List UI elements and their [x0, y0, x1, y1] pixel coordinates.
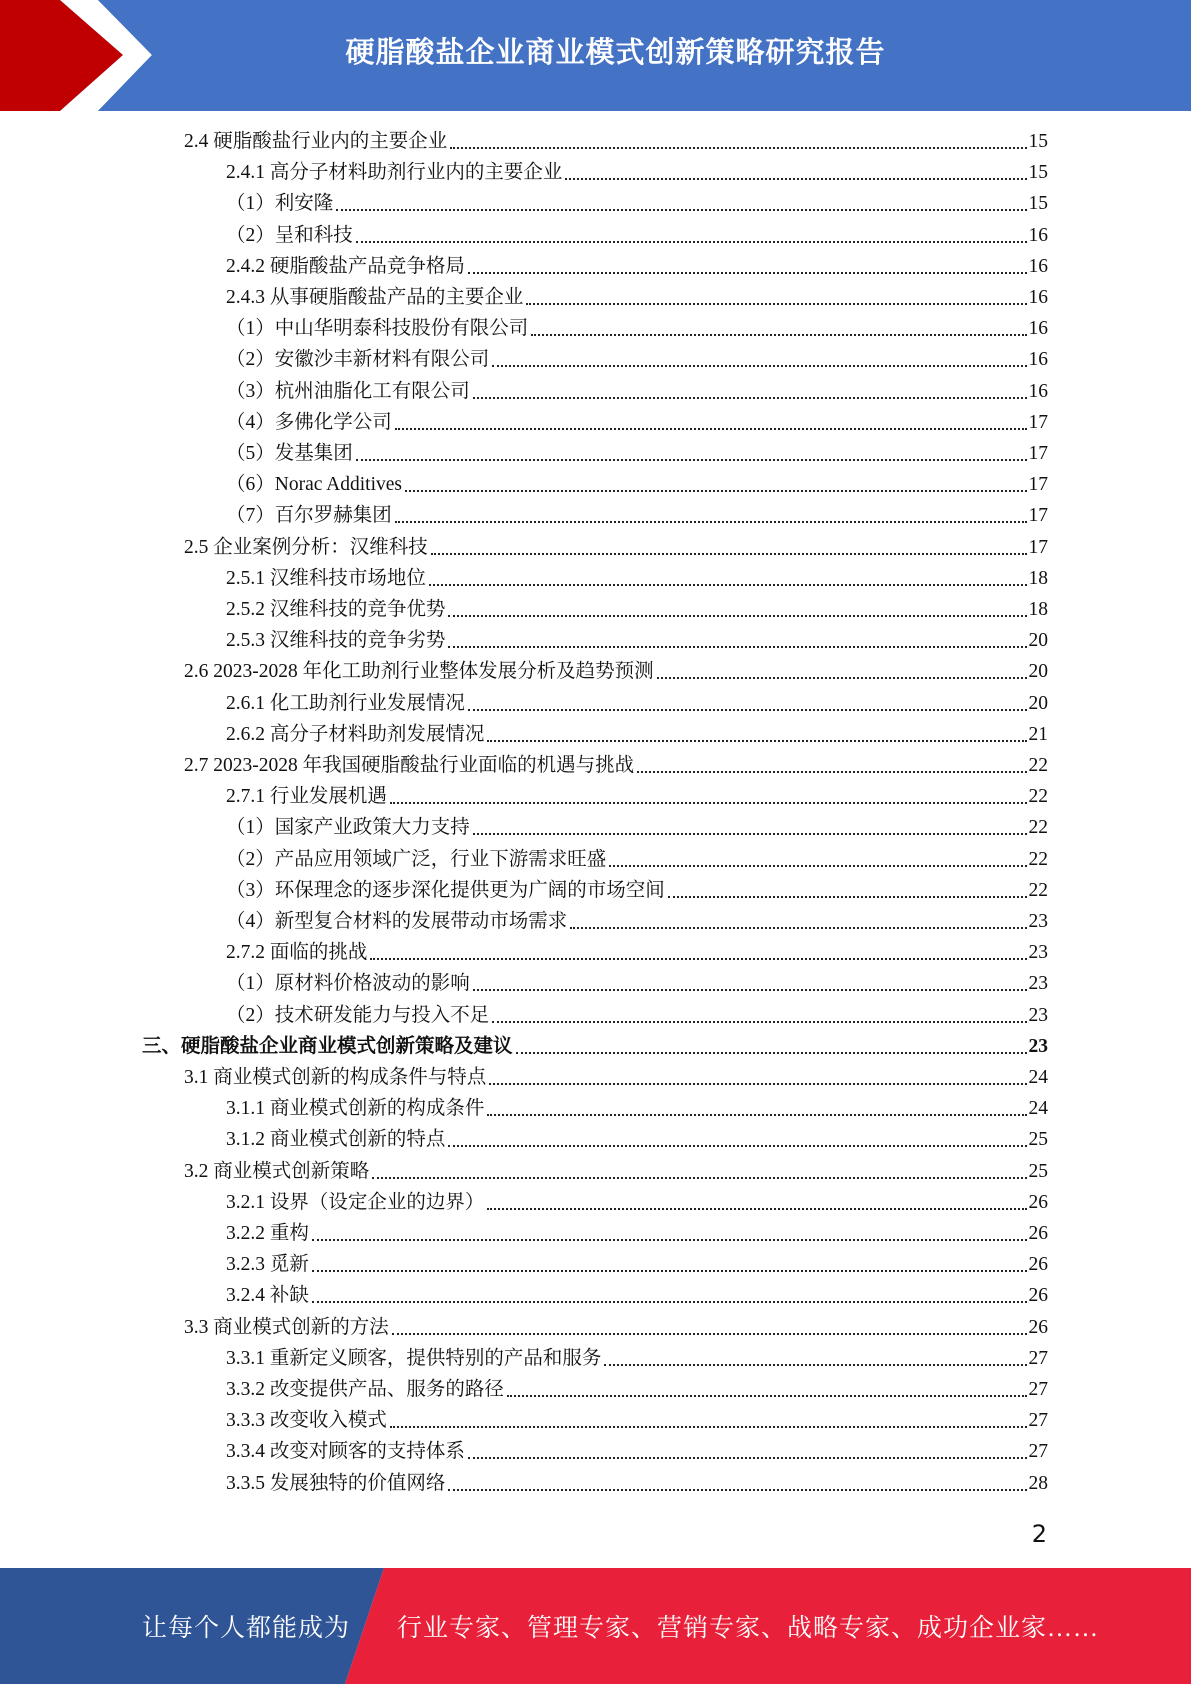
toc-entry[interactable] [226, 938, 1048, 968]
toc-entry[interactable] [226, 252, 1048, 282]
toc-dot-leader [336, 209, 1026, 211]
toc-entry[interactable] [184, 1313, 1048, 1343]
toc-entry-title: 3.1.2 商业模式创新的特点 [226, 1129, 446, 1151]
toc-entry-title: 2.5.3 汉维科技的竞争劣势 [226, 630, 446, 652]
toc-dot-leader [312, 1301, 1027, 1303]
toc-entry-page: 20 [1028, 692, 1048, 714]
toc-entry[interactable] [226, 221, 1048, 251]
toc-entry-page: 17 [1028, 536, 1048, 558]
toc-entry-page: 17 [1028, 411, 1048, 433]
toc-dot-leader [492, 365, 1026, 367]
toc-entry-page: 25 [1028, 1160, 1048, 1182]
toc-entry-page: 16 [1028, 318, 1048, 340]
toc-dot-leader [372, 1177, 1026, 1179]
toc-entry[interactable] [226, 408, 1048, 438]
toc-entry[interactable] [226, 377, 1048, 407]
toc-entry-title: 2.7.1 行业发展机遇 [226, 786, 387, 808]
toc-entry-title: 2.6.2 高分子材料助剂发展情况 [226, 723, 485, 745]
toc-entry-page: 17 [1028, 505, 1048, 527]
toc-dot-leader [356, 459, 1027, 461]
toc-entry-page: 15 [1028, 193, 1048, 215]
toc-entry-page: 18 [1028, 599, 1048, 620]
toc-dot-leader [356, 241, 1027, 243]
toc-entry[interactable] [226, 1188, 1048, 1218]
toc-dot-leader [637, 771, 1026, 773]
toc-entry-page: 16 [1028, 380, 1048, 402]
toc-entry-title: （4）多佛化学公司 [226, 411, 392, 433]
toc-entry[interactable] [226, 720, 1048, 750]
toc-entry[interactable] [184, 1063, 1048, 1093]
toc-entry-title: （7）百尔罗赫集团 [226, 505, 392, 527]
toc-dot-leader [468, 272, 1027, 274]
toc-entry[interactable] [226, 1437, 1048, 1467]
toc-entry[interactable] [226, 314, 1048, 344]
toc-entry-title: 3.3.3 改变收入模式 [226, 1410, 387, 1432]
toc-entry-page: 25 [1028, 1129, 1048, 1151]
toc-entry[interactable] [226, 626, 1048, 656]
toc-entry-page: 27 [1028, 1410, 1048, 1432]
toc-entry-page: 20 [1028, 661, 1048, 683]
toc-entry[interactable] [184, 533, 1048, 563]
toc-entry-title: （1）利安隆 [226, 193, 334, 215]
toc-dot-leader [516, 1052, 1027, 1054]
toc-entry[interactable] [226, 1250, 1048, 1280]
toc-entry-title: （3）杭州油脂化工有限公司 [226, 380, 470, 402]
toc-entry-page: 16 [1028, 349, 1048, 371]
toc-dot-leader [668, 896, 1027, 898]
toc-dot-leader [473, 397, 1027, 399]
toc-dot-leader [448, 615, 1026, 617]
toc-entry-page: 18 [1028, 567, 1048, 589]
toc-entry-page: 23 [1028, 973, 1048, 995]
toc-entry[interactable] [226, 1094, 1048, 1124]
toc-entry[interactable] [184, 657, 1048, 687]
toc-entry[interactable] [142, 1032, 1048, 1062]
toc-entry[interactable] [226, 1281, 1048, 1311]
toc-dot-leader [395, 521, 1027, 523]
toc-entry-page: 16 [1028, 287, 1048, 308]
footer-slogan-right: 行业专家、管理专家、营销专家、战略专家、成功企业家…… [397, 1615, 1100, 1642]
toc-entry[interactable] [226, 158, 1048, 188]
toc-entry[interactable] [226, 1406, 1048, 1436]
toc-entry-title: （1）中山华明泰科技股份有限公司 [226, 318, 529, 340]
toc-dot-leader [468, 1457, 1027, 1459]
toc-entry-page: 16 [1028, 224, 1048, 246]
toc-entry-title: 2.4 硬脂酸盐行业内的主要企业 [184, 131, 448, 152]
toc-dot-leader [312, 1239, 1027, 1241]
toc-dot-leader [312, 1270, 1027, 1272]
toc-entry[interactable] [184, 1157, 1048, 1187]
toc-entry-page: 26 [1028, 1254, 1048, 1276]
toc-entry-page: 23 [1028, 911, 1048, 932]
toc-entry-title: 三、硬脂酸盐企业商业模式创新策略及建议 [142, 1035, 513, 1057]
toc-dot-leader [429, 584, 1027, 586]
toc-entry-page: 23 [1028, 1035, 1048, 1057]
toc-entry-page: 26 [1028, 1316, 1048, 1338]
toc-entry-title: 3.3.4 改变对顾客的支持体系 [226, 1441, 465, 1463]
toc-entry-page: 22 [1028, 848, 1048, 870]
toc-entry-page: 28 [1028, 1472, 1048, 1494]
toc-dot-leader [395, 428, 1027, 430]
toc-entry[interactable] [226, 1469, 1048, 1499]
toc-entry-page: 17 [1028, 474, 1048, 496]
toc-entry-title: （2）产品应用领域广泛，行业下游需求旺盛 [226, 848, 607, 870]
toc-entry[interactable] [226, 564, 1048, 594]
toc-entry-page: 24 [1028, 1098, 1048, 1120]
toc-entry-title: 3.3.1 重新定义顾客，提供特别的产品和服务 [226, 1347, 602, 1369]
toc-entry-page: 23 [1028, 942, 1048, 964]
toc-entry-title: 3.2.4 补缺 [226, 1285, 309, 1307]
toc-entry-title: 2.5 企业案例分析：汉维科技 [184, 536, 428, 558]
footer-band [0, 1568, 1191, 1684]
toc-entry-title: 2.4.2 硬脂酸盐产品竞争格局 [226, 255, 465, 277]
toc-entry-title: 3.3.2 改变提供产品、服务的路径 [226, 1379, 504, 1400]
toc-entry[interactable] [226, 595, 1048, 625]
toc-entry-page: 17 [1028, 443, 1048, 464]
toc-entry[interactable] [226, 189, 1048, 219]
toc-entry-page: 22 [1028, 786, 1048, 808]
toc-dot-leader [448, 646, 1026, 648]
toc-entry-title: 3.3 商业模式创新的方法 [184, 1316, 389, 1338]
toc-entry[interactable] [226, 689, 1048, 719]
toc-entry-title: 2.4.1 高分子材料助剂行业内的主要企业 [226, 162, 563, 184]
toc-dot-leader [526, 303, 1026, 305]
toc-entry-title: （6）Norac Additives [226, 474, 403, 496]
toc-dot-leader [570, 927, 1026, 929]
toc-entry-title: （2）呈和科技 [226, 224, 353, 246]
toc-entry[interactable] [226, 1344, 1048, 1374]
toc-entry-page: 20 [1028, 630, 1048, 652]
toc-entry-title: 2.4.3 从事硬脂酸盐产品的主要企业 [226, 287, 524, 308]
toc-dot-leader [473, 989, 1027, 991]
toc-entry-title: 3.2 商业模式创新策略 [184, 1160, 370, 1182]
toc-entry-page: 16 [1028, 255, 1048, 277]
toc-entry-page: 23 [1028, 1004, 1048, 1026]
toc-entry-title: 3.1 商业模式创新的构成条件与特点 [184, 1067, 487, 1088]
toc-dot-leader [468, 709, 1027, 711]
toc-entry[interactable] [226, 907, 1048, 937]
toc-entry-title: 2.5.1 汉维科技市场地位 [226, 567, 426, 589]
toc-dot-leader [487, 740, 1026, 742]
toc-entry-title: （2）安徽沙丰新材料有限公司 [226, 349, 490, 371]
toc-entry[interactable] [226, 470, 1048, 500]
toc-dot-leader [487, 1208, 1026, 1210]
toc-entry[interactable] [226, 1219, 1048, 1249]
toc-entry-title: 2.7.2 面临的挑战 [226, 942, 368, 964]
toc-entry[interactable] [226, 439, 1048, 469]
toc-entry-title: 2.6 2023-2028 年化工助剂行业整体发展分析及趋势预测 [184, 661, 654, 683]
toc-dot-leader [489, 1083, 1026, 1085]
toc-entry[interactable] [226, 845, 1048, 875]
toc-entry[interactable] [226, 283, 1048, 313]
footer-slogan-left: 让每个人都能成为 [142, 1615, 351, 1642]
toc-dot-leader [431, 553, 1027, 555]
toc-entry-title: （1）国家产业政策大力支持 [226, 817, 470, 839]
toc-entry-page: 27 [1028, 1379, 1048, 1400]
toc-entry-title: 3.2.1 设界（设定企业的边界） [226, 1191, 485, 1213]
toc-entry-title: 3.2.3 觅新 [226, 1254, 309, 1276]
toc-entry-title: （1）原材料价格波动的影响 [226, 973, 470, 995]
toc-dot-leader [487, 1114, 1026, 1116]
toc-entry-page: 27 [1028, 1347, 1048, 1369]
toc-dot-leader [507, 1395, 1027, 1397]
toc-entry-title: 3.1.1 商业模式创新的构成条件 [226, 1098, 485, 1120]
toc-entry-page: 24 [1028, 1067, 1048, 1088]
toc-entry[interactable] [226, 1001, 1048, 1031]
page-number: 2 [1031, 1520, 1047, 1548]
toc-entry[interactable] [226, 969, 1048, 999]
toc-dot-leader [531, 334, 1026, 336]
toc-dot-leader [492, 1021, 1026, 1023]
toc-entry[interactable] [226, 876, 1048, 906]
header-band [0, 0, 1191, 111]
toc-entry-page: 15 [1028, 131, 1048, 152]
toc-entry-title: 2.5.2 汉维科技的竞争优势 [226, 599, 446, 620]
toc-entry-page: 26 [1028, 1223, 1048, 1244]
toc-dot-leader [604, 1364, 1026, 1366]
toc-dot-leader [448, 1145, 1026, 1147]
toc-entry-title: （2）技术研发能力与投入不足 [226, 1004, 490, 1026]
toc-entry-page: 22 [1028, 755, 1048, 776]
toc-dot-leader [657, 677, 1027, 679]
toc-entry-title: （5）发基集团 [226, 443, 353, 464]
toc-entry[interactable] [226, 1375, 1048, 1405]
toc-entry[interactable] [226, 501, 1048, 531]
toc-dot-leader [405, 490, 1026, 492]
toc-entry-page: 21 [1028, 723, 1048, 745]
toc-entry-page: 15 [1028, 162, 1048, 184]
toc-entry-page: 27 [1028, 1441, 1048, 1463]
toc-dot-leader [609, 865, 1026, 867]
toc-entry-title: （3）环保理念的逐步深化提供更为广阔的市场空间 [226, 879, 665, 901]
toc-entry[interactable] [226, 813, 1048, 843]
toc-entry-page: 26 [1028, 1191, 1048, 1213]
toc-dot-leader [450, 147, 1026, 149]
toc-dot-leader [565, 178, 1026, 180]
toc-entry[interactable] [226, 1125, 1048, 1155]
toc-entry-page: 22 [1028, 817, 1048, 839]
toc-dot-leader [390, 802, 1027, 804]
toc-entry-page: 22 [1028, 879, 1048, 901]
toc-entry[interactable] [226, 345, 1048, 375]
toc-entry[interactable] [226, 782, 1048, 812]
toc-entry-title: 2.6.1 化工助剂行业发展情况 [226, 692, 465, 714]
toc-entry-title: 2.7 2023-2028 年我国硬脂酸盐行业面临的机遇与挑战 [184, 755, 635, 776]
toc-dot-leader [392, 1333, 1027, 1335]
document-title: 硬脂酸盐企业商业模式创新策略研究报告 [345, 35, 886, 69]
toc-entry[interactable] [184, 127, 1048, 157]
toc-dot-leader [390, 1426, 1027, 1428]
toc-entry-page: 26 [1028, 1285, 1048, 1307]
toc-dot-leader [448, 1489, 1026, 1491]
toc-entry-title: （4）新型复合材料的发展带动市场需求 [226, 911, 568, 932]
toc-entry-title: 3.2.2 重构 [226, 1223, 309, 1244]
toc-entry-title: 3.3.5 发展独特的价值网络 [226, 1472, 446, 1494]
toc-dot-leader [370, 958, 1026, 960]
toc-dot-leader [473, 833, 1027, 835]
toc-entry[interactable] [184, 751, 1048, 781]
